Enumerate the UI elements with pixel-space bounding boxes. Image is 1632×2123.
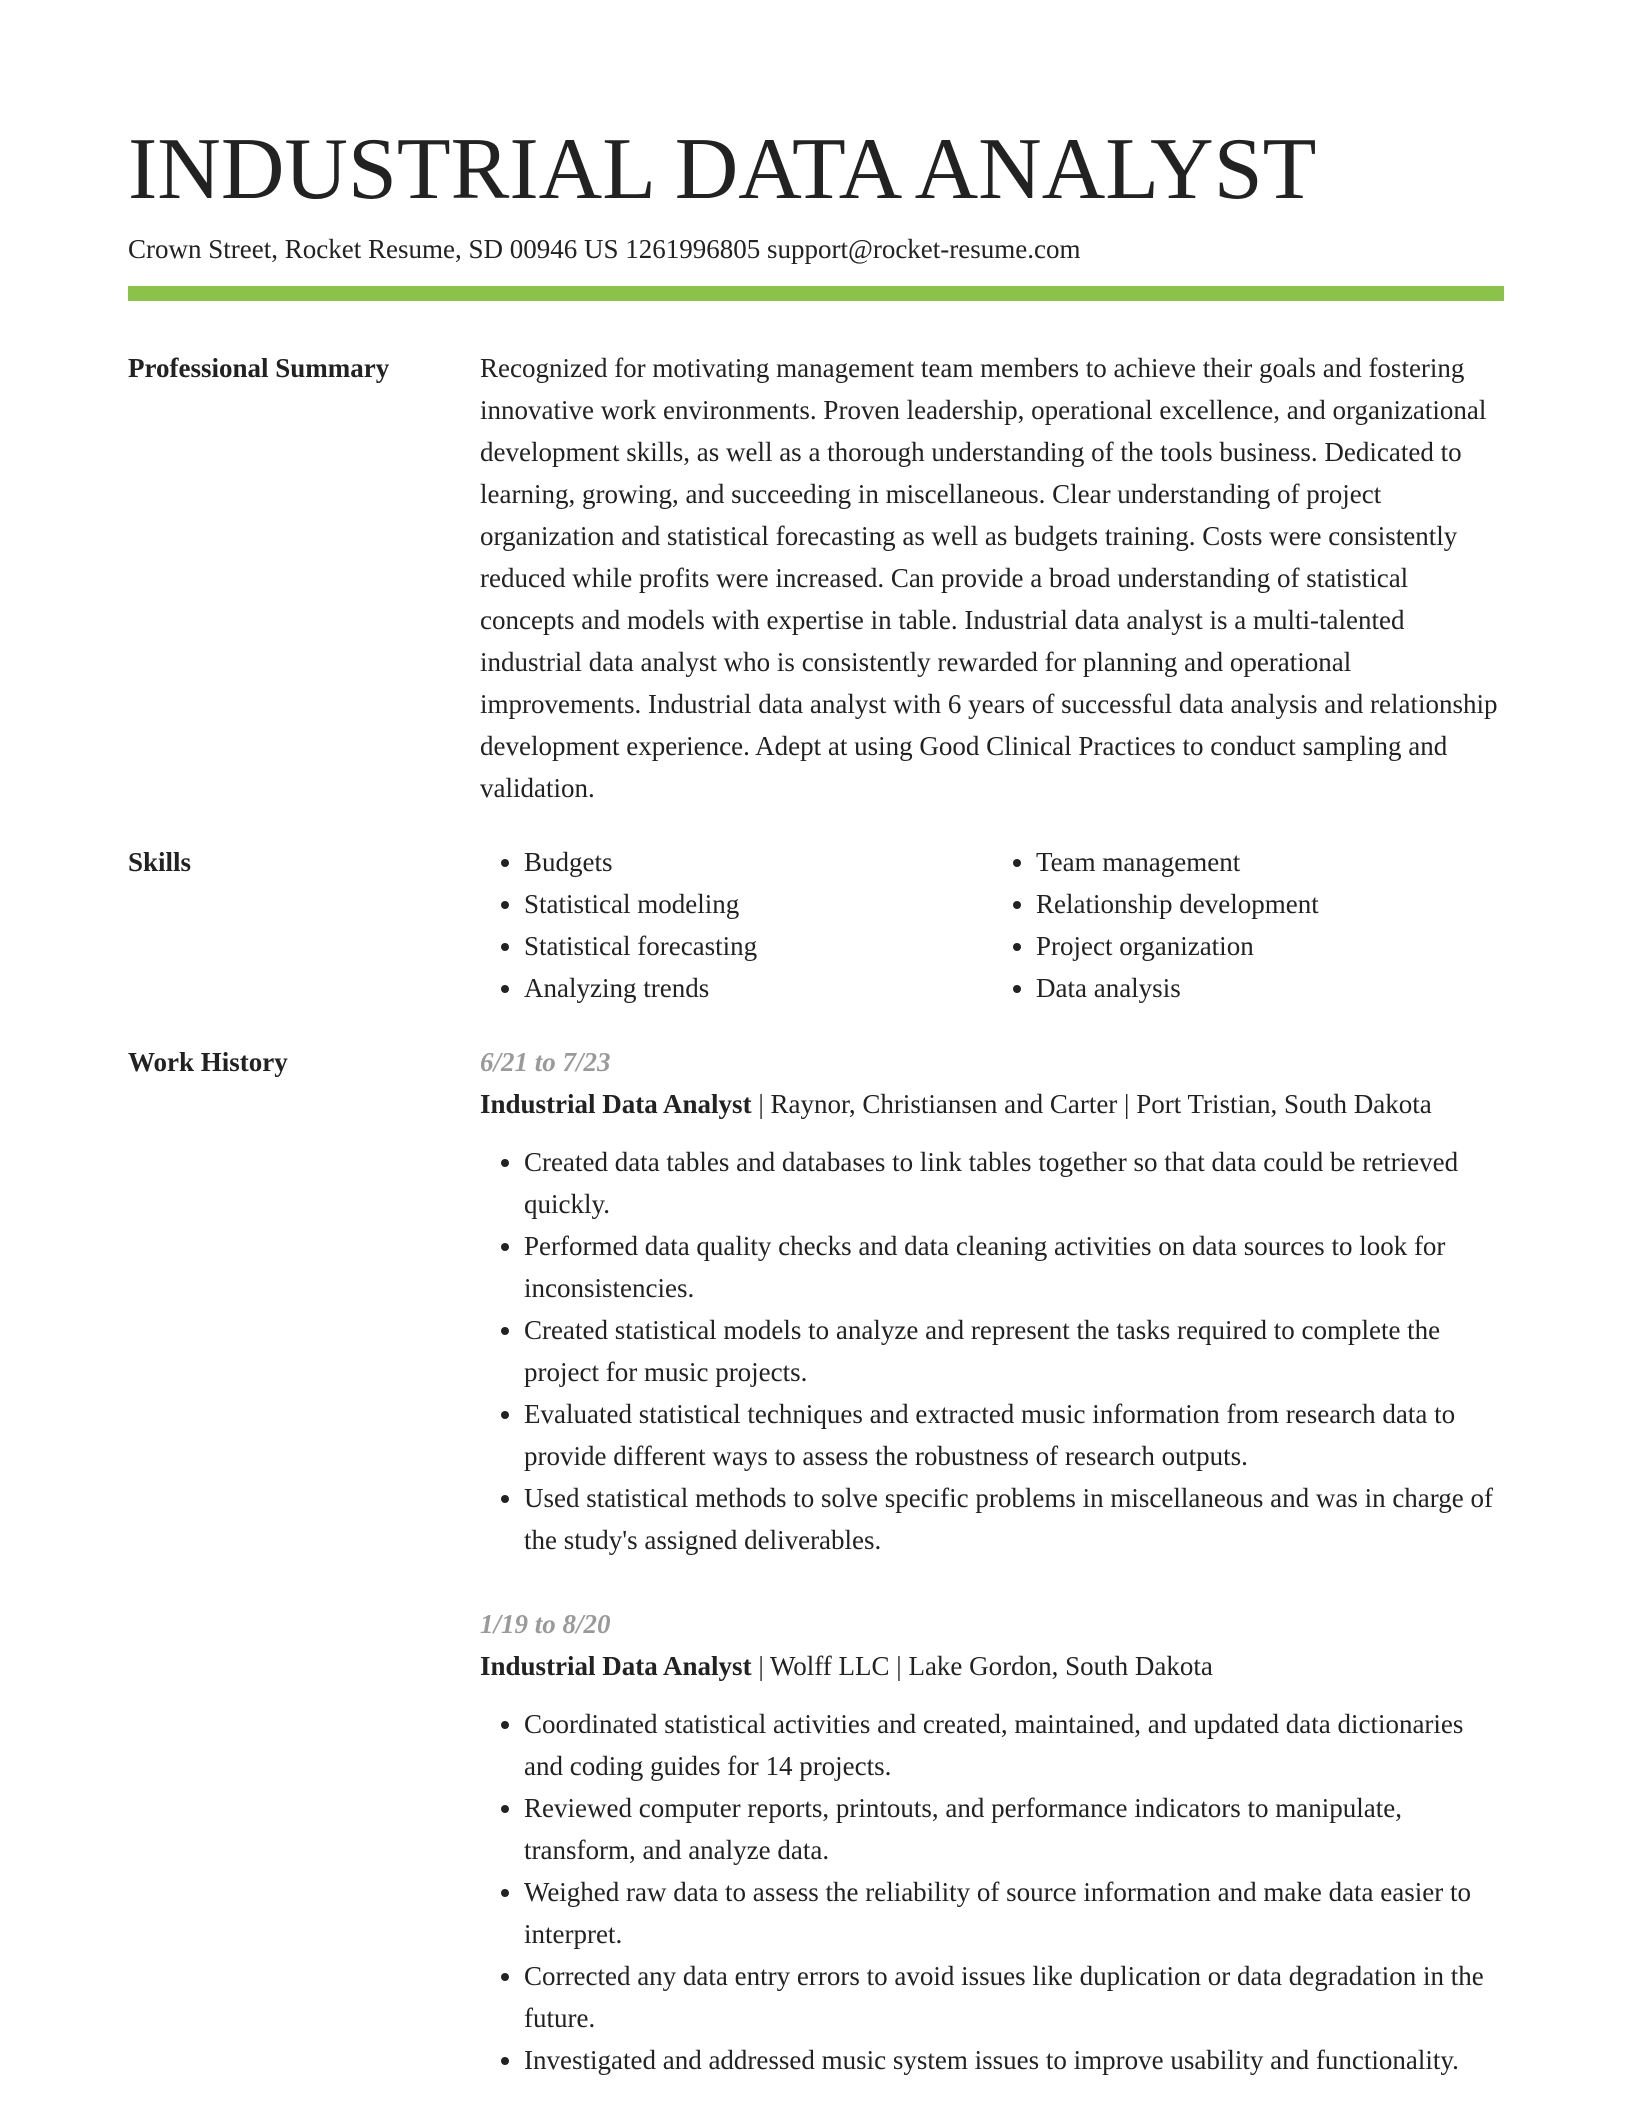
job-employer-location: | Raynor, Christiansen and Carter | Port Tristian, South Dakota — [751, 1089, 1432, 1119]
job-bullets — [480, 1703, 1504, 2081]
job-bullet: • Evaluated statistical techniques and extracted music information from research data to provide different ways to assess the robustness of research outputs. — [524, 1393, 1504, 1477]
job-entry — [480, 1041, 1504, 1561]
job-title-line — [480, 1645, 1504, 1687]
job-bullet: • Created data tables and databases to link tables together so that data could be retrieved quickly. — [524, 1141, 1504, 1225]
skill-item: • Statistical forecasting — [524, 925, 992, 967]
job-bullet: • Reviewed computer reports, printouts, and performance indicators to manipulate, transform, and analyze data. — [524, 1787, 1504, 1871]
job-dates: 6/21 to 7/23 — [480, 1047, 611, 1077]
skills-body — [480, 841, 1504, 1009]
contact-line: Crown Street, Rocket Resume, SD 00946 US 1261996805 support@rocket-resume.com — [128, 234, 1081, 264]
job-bullet: • Corrected any data entry errors to avoid issues like duplication or data degradation in the future. — [524, 1955, 1504, 2039]
skills-heading: Skills — [128, 847, 192, 877]
job-dates: 1/19 to 8/20 — [480, 1609, 611, 1639]
job-bullet: • Coordinated statistical activities and created, maintained, and updated data dictionaries and coding guides for 14 projects. — [524, 1703, 1504, 1787]
job-bullet: • Performed data quality checks and data cleaning activities on data sources to look for inconsistencies. — [524, 1225, 1504, 1309]
skills-list-left — [480, 841, 992, 1009]
summary-heading: Professional Summary — [128, 353, 390, 383]
job-title: Industrial Data Analyst — [480, 1651, 752, 1681]
resume-title: INDUSTRIAL DATA ANALYST — [128, 121, 1317, 218]
job-bullet: • Created statistical models to analyze and represent the tasks required to complete the project for music projects. — [524, 1309, 1504, 1393]
job-title-line — [480, 1083, 1504, 1125]
skill-item: • Statistical modeling — [524, 883, 992, 925]
skill-item: • Team management — [1036, 841, 1504, 883]
skills-list-right — [992, 841, 1504, 1009]
job-title: Industrial Data Analyst — [480, 1089, 752, 1119]
job-entry — [480, 1603, 1504, 2081]
job-bullet: • Used statistical methods to solve specific problems in miscellaneous and was in charge of the study's assigned deliverables. — [524, 1477, 1504, 1561]
skill-item: • Relationship development — [1036, 883, 1504, 925]
header-accent-rule — [128, 286, 1504, 301]
job-employer-location: | Wolff LLC | Lake Gordon, South Dakota — [751, 1651, 1213, 1681]
work-history-body — [480, 1041, 1504, 2123]
skill-item: • Data analysis — [1036, 967, 1504, 1009]
summary-text: Recognized for motivating management team members to achieve their goals and fostering innovative work environments. Proven leadership, operational excellence, and organizational development skills, as well as a thorough understanding of the tools business. Dedicated to learning, growing, and succeeding in miscellaneous. Clear understanding of project organization and statistical forecasting as well as budgets training. Costs were consistently reduced while profits were increased. Can provide a broad understanding of statistical concepts and models with expertise in table. Industrial data analyst is a multi-talented industrial data analyst who is consistently rewarded for planning and operational improvements. Industrial data analyst with 6 years of successful data analysis and relationship development experience. Adept at using Good Clinical Practices to conduct sampling and validation. — [480, 353, 1498, 803]
skill-item: • Project organization — [1036, 925, 1504, 967]
job-bullet: • Weighed raw data to assess the reliability of source information and make data easier to interpret. — [524, 1871, 1504, 1955]
job-bullets — [480, 1141, 1504, 1561]
job-bullet: • Investigated and addressed music system issues to improve usability and functionality. — [524, 2039, 1504, 2081]
work-history-heading: Work History — [128, 1047, 288, 1077]
skill-item: • Analyzing trends — [524, 967, 992, 1009]
skill-item: • Budgets — [524, 841, 992, 883]
summary-body — [480, 347, 1504, 809]
skills-columns — [480, 841, 1504, 1009]
